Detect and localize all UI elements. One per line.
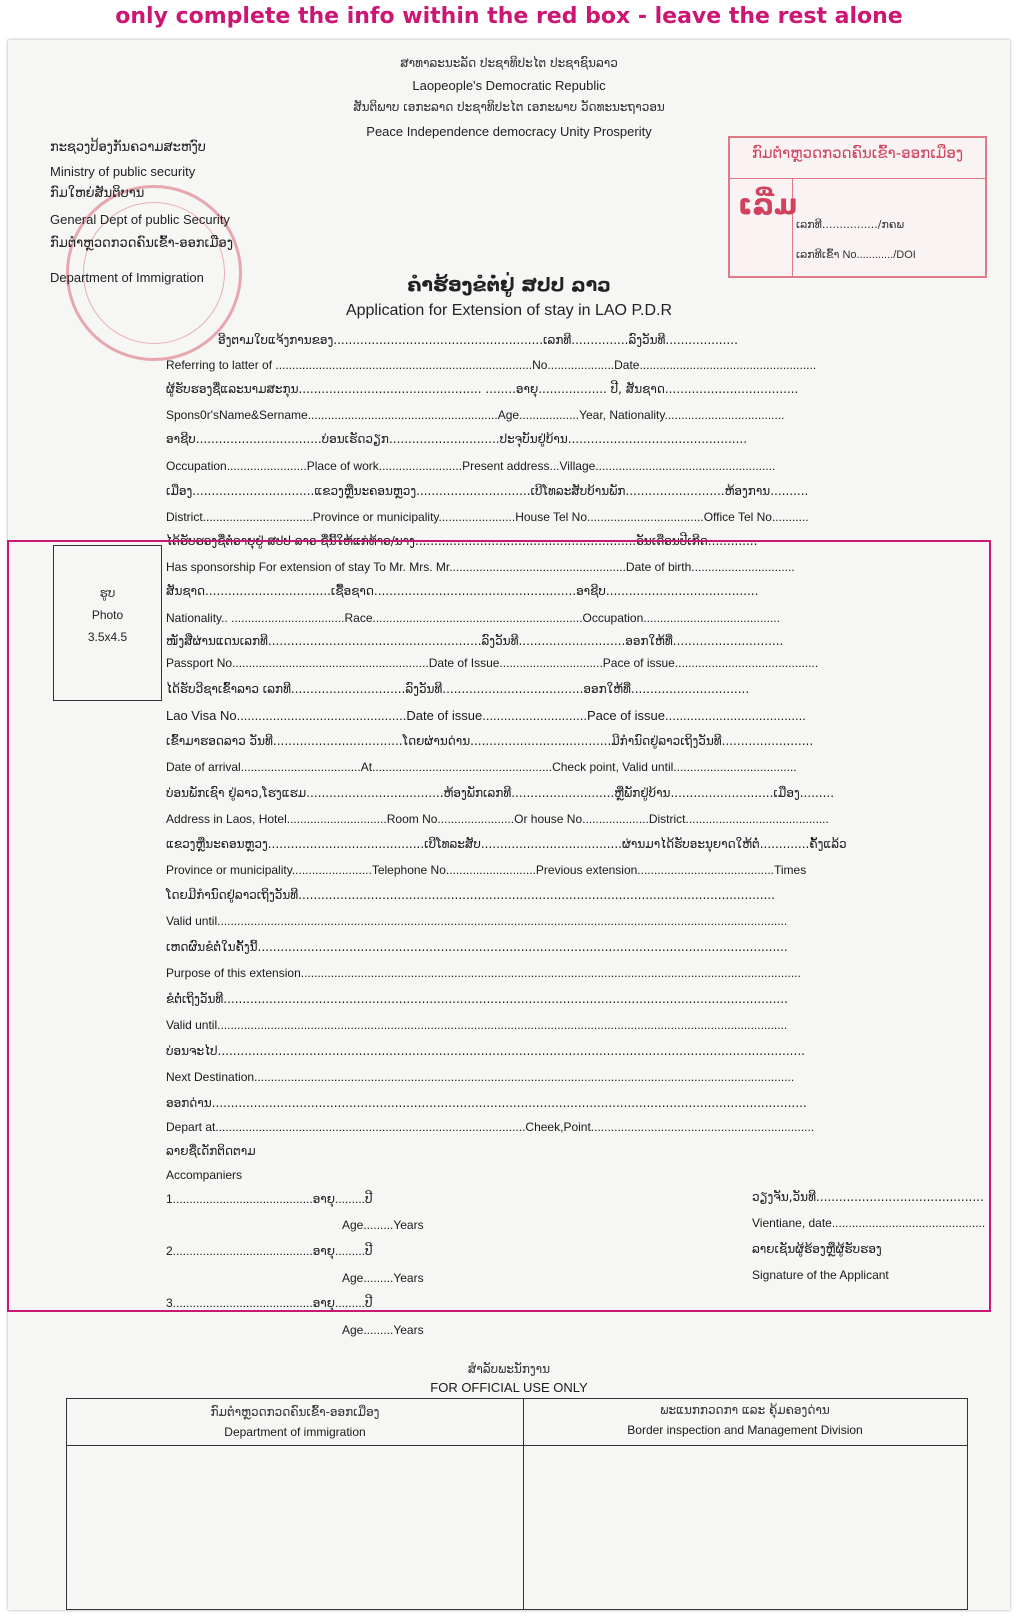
occupation-lao: ອາຊີບ.................................ບ່ອນເຮັດວຽກ.............................ປະຈຸບັນຢູ່ບ້ານ............................................... [166, 432, 748, 446]
purpose-lao: ເຫດຜົນຂໍຕໍ່ໃນຄັ້ງນີ້........................................................................................................................................... [166, 940, 788, 954]
place-date-lao: ວຽງຈັນ,ວັນທີ............................................ [752, 1190, 984, 1204]
accompanier-2-age: Age.........Years [342, 1271, 424, 1285]
nationality-lao: ສັນຊາດ.................................ເຊື້ອຊາດ.....................................................ອາຊີບ........................................ [166, 584, 759, 598]
stamp-mark: ເລີ່ມ [738, 188, 798, 221]
district-lao: ເມືອງ................................ແຂວງຫຼືນະຄອນຫຼວງ..............................ເບີໂທລະສັບບ້ານພັກ..........................ຫ້ອງການ.......... [166, 484, 809, 498]
passport-lao: ໜັງສືຜ່ານແດນເລກທີ........................................................ລົງວັນທີ............................ອອກໃຫ້ທີ່............................. [166, 634, 784, 648]
ministry-en: Ministry of public security [50, 164, 196, 179]
registration-stamp [728, 136, 987, 278]
sponsor-occupation-field[interactable]: Occupation........................Place of work.........................Present address...Village...................................................... [166, 459, 776, 473]
header-en-line1: Laopeople's Democratic Republic [412, 78, 606, 93]
valid-until-field[interactable]: Valid until........................................................................................................................................................................... [166, 914, 788, 928]
border-division-header: Border inspection and Management Division [627, 1423, 863, 1437]
header-lao-line1: ສາທາລະນະລັດ ປະຊາທິປະໄຕ ປະຊາຊົນລາວ [400, 56, 618, 70]
photo-size: 3.5x4.5 [87, 630, 128, 644]
signature-label: Signature of the Applicant [752, 1268, 889, 1282]
arrival-lao: ເຂົ້າມາຮອດລາວ ວັນທີ..................................ໂດຍຜ່ານດ່ານ.....................................ມີກຳນົດຢູ່ລາວເຖິງວັນທີ........................ [166, 734, 814, 748]
signature-lao: ລາຍເຊັນຜູ້ຮ້ອງຫຼືຜູ້ຮັບຮອງ [752, 1242, 882, 1256]
photo-label: Photo [91, 608, 124, 622]
sponsorship-lao: ໄດ້ຮັບຮອງຊື່ຕໍ່ອາຍຸຢູ່ ສປປ ລາວ ຊື່ນີ້ໃຫ້ແກ່ທ້າວ/ນາງ..........................................................ວັນເດືອນປີເກີດ............. [166, 534, 758, 548]
department-lao: ກົມຕຳຫຼວດກວດຄົນເຂົ້າ-ອອກເມືອງ [50, 236, 234, 251]
address-field[interactable]: Address in Laos, Hotel..............................Room No.......................Or house No....................District........................................... [166, 812, 829, 826]
official-use-title: FOR OFFICIAL USE ONLY [430, 1380, 588, 1395]
dept-immigration-header: Department of immigration [224, 1425, 366, 1439]
official-use-table [66, 1398, 968, 1610]
header-en-line2: Peace Independence democracy Unity Prosperity [366, 124, 652, 139]
general-dept-en: General Dept of public Security [50, 212, 230, 227]
form-title-en: Application for Extension of stay in LAO P.D.R [345, 302, 673, 319]
province-lao: ແຂວງຫຼືນະຄອນຫຼວງ.........................................ເບີໂທລະສັບ.....................................ຜ່ານມາໄດ້ຮັບອະນຸຍາດໃຫ້ຕໍ່.............ຄັ້ງແລ້ວ [166, 837, 847, 851]
official-use-lao: ສຳລັບພະນັກງານ [467, 1362, 551, 1376]
applicant-name-field[interactable]: Has sponsorship For extension of stay To Mr. Mrs. Mr.....................................................Date of birth............................... [166, 560, 795, 574]
instruction-banner: only complete the info within the red box - leave the rest alone [115, 4, 903, 29]
extension-until-lao: ຂໍຕໍ່ເຖິງວັນທີ.................................................................................................................................................... [166, 992, 788, 1006]
accompaniers-lao: ລາຍຊື່ເດັກຕິດຕາມ [166, 1144, 256, 1158]
accompanier-3-field[interactable]: 3..........................................ອາຍຸ.........ປີ [166, 1296, 373, 1310]
dept-immigration-lao: ກົມຕຳຫຼວດກວດຄົນເຂົ້າ-ອອກເມືອງ [210, 1405, 380, 1419]
purpose-field[interactable]: Purpose of this extension...................................................................................................................................................... [166, 966, 801, 980]
stamp-doi-line: ເລກທີເຂົ້າ No............/DOI [796, 249, 916, 261]
next-destination-field[interactable]: Next Destination.................................................................................................................................................................. [166, 1070, 795, 1084]
photo-lao-label: ຮູບ [99, 586, 116, 600]
department-en: Department of Immigration [50, 270, 204, 285]
vientiane-date-field[interactable]: Vientiane, date.............................................. [752, 1216, 986, 1230]
accompanier-2-field[interactable]: 2..........................................ອາຍຸ.........ປີ [166, 1244, 373, 1258]
referring-field[interactable]: Referring to latter of .............................................................................No....................Date..................................................... [166, 358, 817, 372]
depart-field[interactable]: Depart at.............................................................................................Cheek,Point................................................................... [166, 1120, 815, 1134]
accompaniers-label: Accompaniers [166, 1168, 243, 1182]
address-lao: ບ່ອນພັກເຊົາ ຢູ່ລາວ,ໂຮງແຮມ....................................ຫ້ອງພັກເລກທີ...........................ຫຼືພັກຢູ່ບ້ານ...........................ເມືອງ......... [166, 786, 835, 800]
border-division-lao: ພະແນກກວດກາ ແລະ ຄຸ້ມຄອງດ່ານ [660, 1403, 830, 1417]
sponsor-district-field[interactable]: District.................................Province or municipality.......................House Tel No...................................Office Tel No........... [166, 510, 809, 524]
passport-field[interactable]: Passport No...........................................................Date of Issue...............................Pace of issue........................................... [166, 656, 819, 670]
photo-placeholder [53, 545, 162, 701]
sponsor-name-field[interactable]: Spons0r'sName&Sername.........................................................Age..................Year, Nationality.................................... [166, 408, 785, 422]
depart-lao: ອອກດ່ານ............................................................................................................................................................ [166, 1096, 807, 1110]
application-form [8, 40, 1010, 1610]
nationality-field[interactable]: Nationality.. ..................................Race...............................................................Occupation......................................... [166, 611, 780, 625]
referring-lao: ອີງຕາມໃບແຈ້ງການຂອງ.......................................................ເລກທີ...............ລົງວັນທີ................... [218, 333, 738, 347]
form-title-lao: ຄຳຮ້ອງຂໍຕໍ່ຢູ່ ສປປ ລາວ [407, 274, 611, 296]
stamp-number-line: ເລກທີ................/ກຄພ [796, 218, 904, 231]
destination-lao: ບ່ອນຈະໄປ.......................................................................................................................................................... [166, 1044, 805, 1058]
extension-until-field[interactable]: Valid until........................................................................................................................................................................... [166, 1018, 788, 1032]
arrival-field[interactable]: Date of arrival....................................At......................................................Check point, Valid until..................................... [166, 760, 797, 774]
general-dept-lao: ກົມໃຫຍ່ສັນຕິບານ [50, 186, 145, 201]
province-field[interactable]: Province or municipality........................Telephone No...........................Previous extension.........................................Times [166, 863, 807, 877]
header-lao-line2: ສັນຕິພາບ ເອກະລາດ ປະຊາທິປະໄຕ ເອກະພາບ ວັດທະນະຖາວອນ [353, 100, 665, 114]
sponsor-lao: ຜູ້ຮັບຮອງຊື່ແລະນາມສະກຸນ................................................ ........ອາຍຸ.................. ປີ, ສັນຊາດ................................... [166, 382, 799, 396]
lao-visa-field[interactable]: Lao Visa No...............................................Date of issue.............................Pace of issue....................................... [166, 708, 806, 723]
valid-until-lao: ໂດຍມີກຳນົດຢູ່ລາວເຖິງວັນທີ............................................................................................................................. [166, 888, 775, 902]
stamp-title: ກົມຕຳຫຼວດກວດຄົນເຂົ້າ-ອອກເມືອງ [751, 144, 964, 162]
accompanier-1-field[interactable]: 1..........................................ອາຍຸ.........ປີ [166, 1192, 373, 1206]
visa-lao: ໄດ້ຮັບວີຊາເຂົ້າລາວ ເລກທີ..............................ລົງວັນທີ.....................................ອອກໃຫ້ທີ່............................... [166, 682, 750, 696]
accompanier-3-age: Age.........Years [342, 1323, 424, 1337]
accompanier-1-age: Age.........Years [342, 1218, 424, 1232]
ministry-lao: ກະຊວງປ້ອງກັນຄວາມສະຫງົບ [50, 140, 206, 155]
